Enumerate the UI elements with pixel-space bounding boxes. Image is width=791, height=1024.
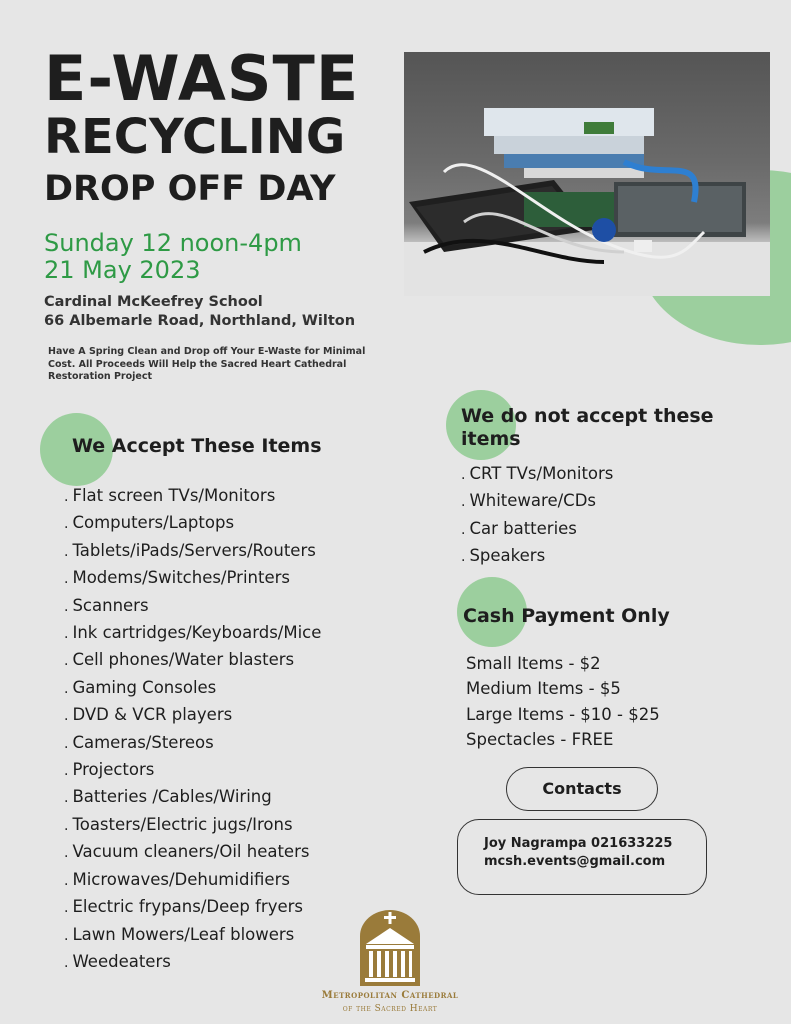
contacts-heading-box: [506, 767, 658, 811]
list-item-text: Tablets/iPads/Servers/Routers: [72, 540, 316, 560]
list-item: [64, 757, 321, 784]
bullet: .: [64, 680, 69, 697]
bullet: .: [64, 817, 69, 834]
list-item: [461, 461, 613, 488]
bullet: .: [64, 845, 69, 862]
venue-address: 66 Albemarle Road, Northland, Wilton: [44, 313, 356, 329]
accept-heading: We Accept These Items: [72, 435, 322, 457]
list-item: [64, 867, 321, 894]
list-item-text: DVD & VCR players: [72, 705, 233, 725]
venue-name: Cardinal McKeefrey School: [44, 294, 263, 310]
list-item-text: Car batteries: [469, 518, 577, 538]
price-list: [466, 651, 660, 753]
contacts-details-box: [457, 819, 707, 895]
list-item: [461, 543, 613, 570]
list-item: [64, 538, 321, 565]
list-item-text: Whiteware/CDs: [469, 491, 596, 511]
event-blurb: Have A Spring Clean and Drop off Your E-Waste for Minimal Cost. All Proceeds Will Help the Sacred Heart Cathedral Restoration Project: [48, 346, 366, 382]
bullet: .: [461, 549, 466, 566]
list-item: [64, 510, 321, 537]
event-date: 21 May 2023: [44, 256, 201, 284]
event-day-time: Sunday 12 noon-4pm: [44, 229, 302, 257]
list-item: [64, 675, 321, 702]
price-item: Small Items - $2: [466, 654, 601, 673]
price-item: Spectacles - FREE: [466, 730, 614, 750]
list-item: [64, 702, 321, 729]
list-item-text: Lawn Mowers/Leaf blowers: [72, 924, 295, 944]
list-item: [461, 488, 613, 515]
reject-list: [461, 461, 613, 571]
title-line-3: DROP OFF DAY: [44, 169, 336, 209]
list-item-text: Gaming Consoles: [72, 677, 217, 697]
list-item-text: Ink cartridges/Keyboards/Mice: [72, 623, 322, 643]
price-item: Large Items - $10 - $25: [466, 704, 660, 724]
logo-text-line-2: [310, 1004, 470, 1014]
list-item: [64, 620, 321, 647]
bullet: .: [64, 708, 69, 725]
bullet: .: [64, 571, 69, 588]
ewaste-photo: [404, 52, 770, 296]
bullet: .: [461, 521, 466, 538]
price-item: Medium Items - $5: [466, 679, 621, 699]
bullet: .: [64, 790, 69, 807]
bullet: .: [64, 653, 69, 670]
list-item-text: Scanners: [72, 595, 149, 615]
bullet: .: [64, 543, 69, 560]
list-item-text: Speakers: [469, 546, 546, 566]
bullet: .: [64, 763, 69, 780]
list-item-text: Modems/Switches/Printers: [72, 568, 290, 588]
title-line-2: RECYCLING: [44, 109, 346, 165]
list-item-text: CRT TVs/Monitors: [469, 464, 614, 483]
list-item: [64, 894, 321, 921]
accept-list: [64, 483, 321, 976]
list-item-text: Electric frypans/Deep fryers: [72, 897, 304, 917]
bullet: .: [64, 900, 69, 917]
bullet: .: [64, 927, 69, 944]
list-item-text: Cameras/Stereos: [72, 732, 214, 752]
contact-name-phone: Joy Nagrampa 021633225: [484, 836, 673, 851]
list-item-text: Microwaves/Dehumidifiers: [72, 869, 290, 889]
logo-text-line-1: [310, 990, 470, 1001]
bullet: .: [64, 954, 69, 971]
list-item: [64, 812, 321, 839]
list-item-text: Cell phones/Water blasters: [72, 650, 295, 670]
reject-heading-line-2: items: [461, 428, 521, 450]
cathedral-logo: [360, 910, 420, 986]
list-item: [64, 949, 321, 976]
bullet: .: [64, 516, 69, 533]
cathedral-logo-icon: [360, 910, 420, 986]
list-item: [461, 516, 613, 543]
bullet: .: [64, 735, 69, 752]
bullet: .: [64, 489, 69, 505]
list-item: [64, 647, 321, 674]
title-line-1: E-WASTE: [44, 42, 360, 115]
contact-email: mcsh.events@gmail.com: [484, 854, 666, 869]
list-item: [64, 730, 321, 757]
bullet: .: [461, 467, 466, 483]
ewaste-pile-illustration: [404, 52, 770, 296]
list-item: [64, 784, 321, 811]
list-item-text: Batteries /Cables/Wiring: [72, 787, 272, 807]
list-item-text: Weedeaters: [72, 951, 171, 971]
logo-line-1: Metropolitan Cathedral: [321, 990, 459, 1001]
list-item-text: Toasters/Electric jugs/Irons: [72, 814, 293, 834]
bullet: .: [64, 598, 69, 615]
contacts-heading: Contacts: [542, 779, 622, 798]
list-item-text: Flat screen TVs/Monitors: [72, 486, 276, 505]
list-item-text: Projectors: [72, 760, 155, 780]
list-item: [64, 593, 321, 620]
list-item: [64, 839, 321, 866]
reject-heading-line-1: We do not accept these: [461, 405, 714, 427]
bullet: .: [461, 494, 466, 511]
bullet: .: [64, 626, 69, 643]
list-item: [64, 565, 321, 592]
payment-heading: Cash Payment Only: [463, 605, 670, 627]
list-item-text: Vacuum cleaners/Oil heaters: [72, 842, 310, 862]
list-item-text: Computers/Laptops: [72, 513, 235, 533]
bullet: .: [64, 872, 69, 889]
list-item: [64, 483, 321, 510]
logo-line-2: of the Sacred Heart: [342, 1004, 438, 1014]
list-item: [64, 922, 321, 949]
